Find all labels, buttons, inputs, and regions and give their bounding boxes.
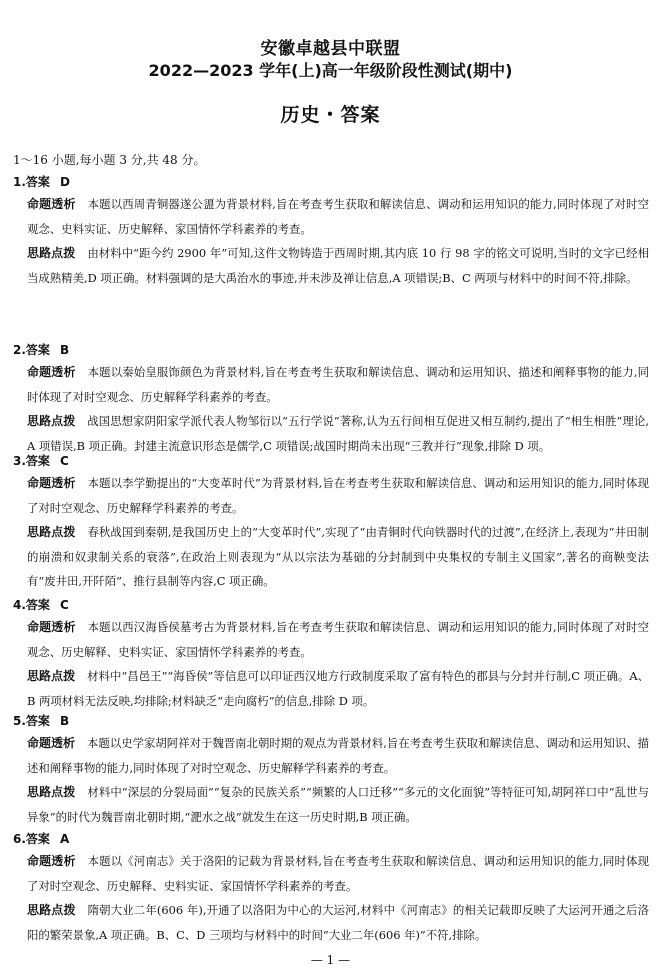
intent-paragraph [27, 849, 649, 898]
intent-paragraph [27, 360, 649, 409]
intent-label: 命题透析 [27, 197, 76, 211]
answer-choice: B [59, 343, 70, 357]
hint-label: 思路点拨 [27, 785, 76, 799]
intent-text: 本题以西汉海昏侯墓考古为背景材料,旨在考查考生获取和解读信息、调动和运用知识的能力,同时体现了对时空观念、历史解释、史料实证、家国情怀学科素养的考查。 [27, 620, 649, 659]
answer-choice: C [59, 598, 69, 612]
hint-text: 由材料中“距今约 2900 年”可知,这件文物铸造于西周时期,其内底 10 行 98 字的铭文可说明,当时的文字已经相当成熟精美,D 项正确。材料强调的是大禹治水的事迹,并未涉及禅让信息,A 项错误;B、C 两项与材料中的时间不符,排除。 [27, 246, 649, 285]
answer-line [13, 595, 649, 615]
question-number: 2. [13, 343, 26, 357]
answer-line [13, 451, 649, 471]
answer-choice: C [59, 454, 69, 468]
question-block [13, 595, 649, 713]
hint-paragraph [27, 898, 649, 947]
answer-line [13, 829, 649, 849]
answer-label: 答案 [25, 598, 50, 612]
alliance-title: 安徽卓越县中联盟 [260, 39, 401, 59]
intent-text: 本题以西周青铜器遂公盨为背景材料,旨在考查考生获取和解读信息、调动和运用知识的能力,同时体现了对时空观念、史料实证、历史解释、家国情怀学科素养的考查。 [27, 197, 649, 236]
question-block [13, 829, 649, 947]
question-block [13, 711, 649, 829]
hint-label: 思路点拨 [27, 414, 76, 428]
hint-text: 春秋战国到秦朝,是我国历史上的“大变革时代”,实现了“由青铜时代向铁器时代的过渡”,在经济上,表现为“井田制的崩溃和奴隶制关系的衰落”,在政治上则表现为“从以宗法为基础的分封制到中央集权的专制主义国家”,著名的商鞅变法有“废井田,开阡陌”、推行县制等内容,C 项正确。 [27, 525, 649, 588]
answer-label: 答案 [25, 714, 50, 728]
answer-line [13, 172, 649, 192]
question-number: 1. [13, 175, 26, 189]
answer-choice: B [59, 714, 70, 728]
intent-paragraph [27, 471, 649, 520]
answer-label: 答案 [25, 343, 50, 357]
answer-choice: D [59, 175, 70, 189]
hint-label: 思路点拨 [27, 525, 76, 539]
hint-text: 战国思想家阴阳家学派代表人物邹衍以“五行学说”著称,认为五行间相互促进又相互制约,提出了“相生相胜”理论,A 项错误,B 项正确。封建主流意识形态是儒学,C 项错误;战国时期尚未出现“三教并行”现象,排除 D 项。 [27, 414, 649, 453]
intent-paragraph [27, 192, 649, 241]
question-number: 5. [13, 714, 26, 728]
question-number: 6. [13, 832, 26, 846]
hint-text: 材料中“昌邑王”“海昏侯”等信息可以印证西汉地方行政制度采取了富有特色的郡县与分封并行制,C 项正确。A、B 两项材料无法反映,均排除;材料缺乏“走向腐朽”的信息,排除 D 项。 [27, 669, 649, 708]
intent-label: 命题透析 [27, 476, 76, 490]
answer-label: 答案 [25, 175, 50, 189]
answer-choice: A [59, 832, 70, 846]
question-number: 4. [13, 598, 26, 612]
hint-text: 隋朝大业二年(606 年),开通了以洛阳为中心的大运河,材料中《河南志》的相关记载即反映了大运河开通之后洛阳的繁荣景象,A 项正确。B、C、D 三项均与材料中的时间“大业二年(606 年)”不符,排除。 [27, 903, 649, 942]
intent-label: 命题透析 [27, 854, 76, 868]
hint-paragraph [27, 241, 649, 290]
intent-label: 命题透析 [27, 620, 76, 634]
intent-text: 本题以秦始皇服饰颜色为背景材料,旨在考查考生获取和解读信息、调动和运用知识、描述和阐释事物的能力,同时体现了对时空观念、历史解释学科素养的考查。 [27, 365, 649, 404]
intent-paragraph [27, 615, 649, 664]
intent-paragraph [27, 731, 649, 780]
answer-label: 答案 [25, 454, 50, 468]
answer-line [13, 340, 649, 360]
scoring-note: 1～16 小题,每小题 3 分,共 48 分。 [13, 153, 206, 167]
intent-label: 命题透析 [27, 365, 76, 379]
hint-label: 思路点拨 [27, 903, 76, 917]
question-block [13, 172, 649, 290]
hint-paragraph [27, 664, 649, 713]
question-block [13, 340, 649, 458]
hint-paragraph [27, 780, 649, 829]
hint-label: 思路点拨 [27, 669, 76, 683]
answer-label: 答案 [25, 832, 50, 846]
page-number: — 1 — [310, 953, 351, 967]
intent-text: 本题以《河南志》关于洛阳的记载为背景材料,旨在考查考生获取和解读信息、调动和运用知识的能力,同时体现了对时空观念、历史解释、史料实证、家国情怀学科素养的考查。 [27, 854, 649, 893]
question-number: 3. [13, 454, 26, 468]
hint-text: 材料中“深层的分裂局面”“复杂的民族关系”“频繁的人口迁移”“多元的文化面貌”等特征可知,胡阿祥口中“乱世与异象”的时代为魏晋南北朝时期,“淝水之战”就发生在这一历史时期,B 项正确。 [27, 785, 649, 824]
question-block [13, 451, 649, 594]
intent-label: 命题透析 [27, 736, 76, 750]
hint-label: 思路点拨 [27, 246, 76, 260]
subject-title: 历史・答案 [280, 104, 381, 126]
hint-paragraph [27, 520, 649, 594]
intent-text: 本题以李学勤提出的“大变革时代”为背景材料,旨在考查考生获取和解读信息、调动和运用知识的能力,同时体现了对时空观念、历史解释学科素养的考查。 [27, 476, 649, 515]
answer-line [13, 711, 649, 731]
exam-title: 2022—2023 学年(上)高一年级阶段性测试(期中) [148, 61, 513, 80]
intent-text: 本题以史学家胡阿祥对于魏晋南北朝时期的观点为背景材料,旨在考查考生获取和解读信息、调动和运用知识、描述和阐释事物的能力,同时体现了对时空观念、历史解释学科素养的考查。 [27, 736, 649, 775]
